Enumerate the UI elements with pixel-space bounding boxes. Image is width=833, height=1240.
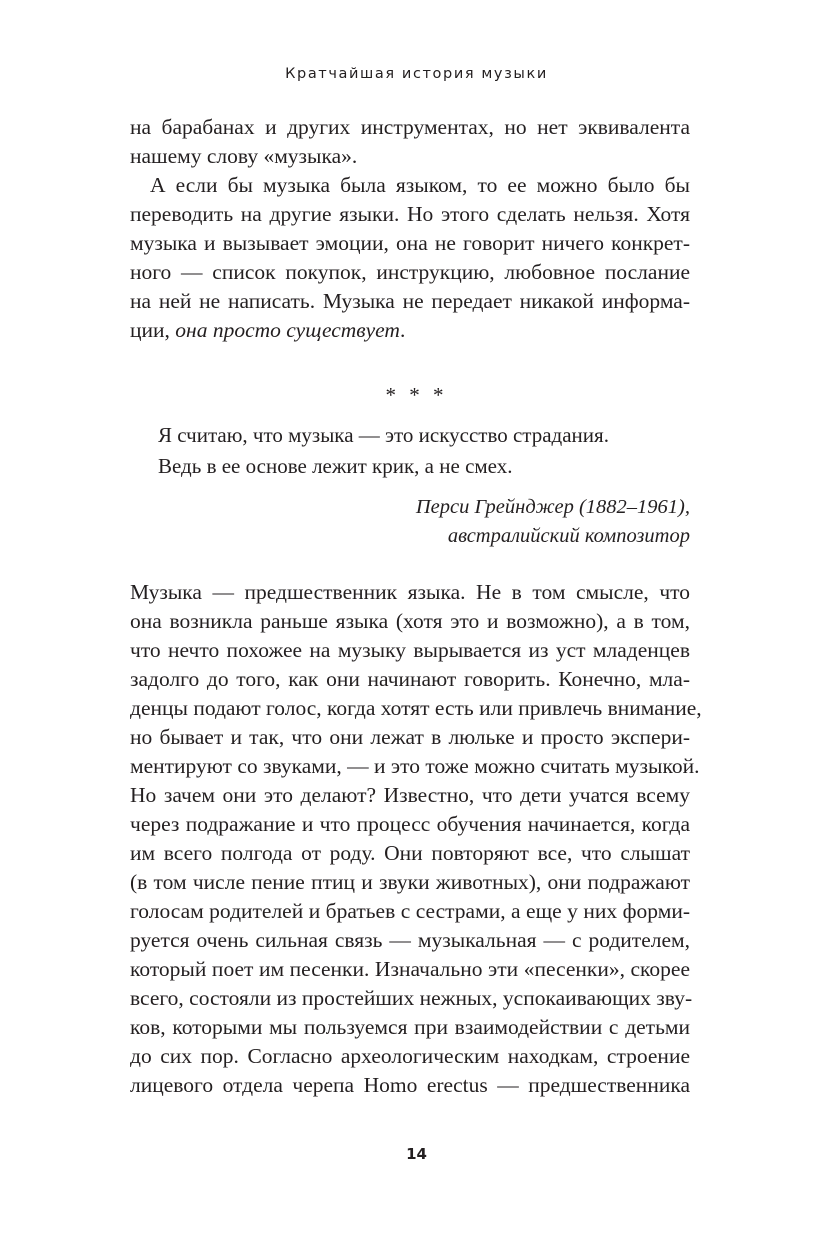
text-line: денцы подают голос, когда хотят есть или привлечь внимание, bbox=[130, 696, 702, 720]
text-line: до сих пор. Согласно археологическим находкам, строение bbox=[130, 1044, 690, 1068]
italic-emphasis: она просто существует bbox=[175, 318, 400, 342]
epigraph-line: Я считаю, что музыка — это искусство страдания. bbox=[158, 423, 609, 447]
page-number: 14 bbox=[406, 1145, 427, 1163]
text-line: ного — список покупок, инструкцию, любовное послание bbox=[130, 260, 690, 284]
text-line: музыка и вызывает эмоции, она не говорит ничего конкрет- bbox=[130, 231, 690, 255]
text-line: им всего полгода от роду. Они повторяют все, что слышат bbox=[130, 841, 690, 865]
text-segment: ции, bbox=[130, 318, 176, 342]
text-line: она возникла раньше языка (хотя это и возможно), а в том, bbox=[130, 609, 690, 633]
running-head: Кратчайшая история музыки bbox=[285, 66, 548, 82]
text-line: А если бы музыка была языком, то ее можно было бы bbox=[150, 173, 690, 197]
text-line: переводить на другие языки. Но этого сделать нельзя. Хотя bbox=[130, 202, 690, 226]
text-line: что нечто похожее на музыку вырывается из уст младенцев bbox=[130, 638, 690, 662]
body-text-top bbox=[130, 113, 690, 345]
text-line: который поет им песенки. Изначально эти «песенки», скорее bbox=[130, 957, 690, 981]
text-line: но бывает и так, что они лежат в люльке и просто экспери- bbox=[130, 725, 690, 749]
text-line-with-emphasis bbox=[130, 316, 690, 345]
text-line: лицевого отдела черепа Homo erectus — предшественника bbox=[130, 1073, 690, 1097]
text-line: нашему слову «музыка». bbox=[130, 144, 358, 168]
text-segment: . bbox=[399, 318, 406, 342]
body-text-bottom bbox=[130, 578, 702, 1100]
text-line: всего, состояли из простейших нежных, успокаивающих зву- bbox=[130, 986, 693, 1010]
text-line: задолго до того, как они начинают говорить. Конечно, мла- bbox=[130, 667, 690, 691]
epigraph-attribution bbox=[416, 493, 690, 551]
text-line: голосам родителей и братьев с сестрами, а еще у них форми- bbox=[130, 899, 690, 923]
text-line: руется очень сильная связь — музыкальная — с родителем, bbox=[130, 928, 690, 952]
text-line: Музыка — предшественник языка. Не в том смысле, что bbox=[130, 580, 690, 604]
text-line: Но зачем они это делают? Известно, что дети учатся всему bbox=[130, 783, 690, 807]
epigraph-quote bbox=[158, 420, 690, 482]
text-line: (в том числе пение птиц и звуки животных), они подражают bbox=[130, 870, 690, 894]
epigraph-author-role: австралийский композитор bbox=[447, 525, 690, 547]
section-separator: * * * bbox=[385, 383, 448, 407]
text-line: на барабанах и других инструментах, но нет эквивалента bbox=[130, 115, 690, 139]
text-line: на ней не написать. Музыка не передает никакой информа- bbox=[130, 289, 690, 313]
epigraph-author: Перси Грейнджер (1882–1961), bbox=[415, 496, 690, 518]
text-line: через подражание и что процесс обучения начинается, когда bbox=[130, 812, 690, 836]
epigraph-line: Ведь в ее основе лежит крик, а не смех. bbox=[158, 454, 513, 478]
text-line: ментируют со звуками, — и это тоже можно считать музыкой. bbox=[130, 754, 700, 778]
text-line: ков, которыми мы пользуемся при взаимодействии с детьми bbox=[130, 1015, 690, 1039]
